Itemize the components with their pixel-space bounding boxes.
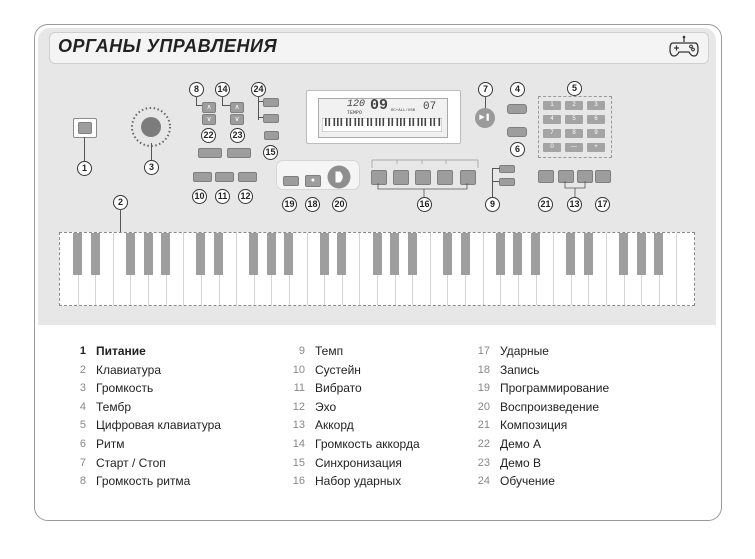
page-title: ОРГАНЫ УПРАВЛЕНИЯ <box>58 36 278 56</box>
numpad-key[interactable]: 2 <box>565 101 583 110</box>
composition-button[interactable] <box>538 170 554 183</box>
sync-button[interactable] <box>264 131 279 140</box>
numpad-key[interactable]: 4 <box>543 115 561 124</box>
legend-number: 3 <box>79 382 86 395</box>
tempo-up-button[interactable] <box>499 165 515 173</box>
callout-22: 22 <box>201 128 216 143</box>
black-key[interactable] <box>126 233 135 275</box>
black-key[interactable] <box>91 233 100 275</box>
lcd-tempo-label: TEMPO <box>347 110 363 116</box>
callout-15: 15 <box>263 145 278 160</box>
callout-23: 23 <box>230 128 245 143</box>
legend-label: Демо A <box>500 436 542 451</box>
chord-volume-up-button[interactable]: ∧ <box>230 102 244 113</box>
black-key[interactable] <box>619 233 628 275</box>
legend-item <box>66 418 286 437</box>
callout-19: 19 <box>282 197 297 212</box>
legend-number: 23 <box>477 456 490 469</box>
chord-callout-lines <box>558 181 592 198</box>
demo-a-button[interactable] <box>198 148 222 158</box>
legend-column-1 <box>66 344 286 493</box>
legend-item <box>66 474 286 493</box>
callout-4: 4 <box>510 82 525 97</box>
numpad-key[interactable]: 9 <box>587 129 605 138</box>
vibrato-button[interactable] <box>215 172 234 182</box>
white-key[interactable] <box>113 233 114 305</box>
black-key[interactable] <box>267 233 276 275</box>
lcd-small-value: 07 <box>423 101 437 113</box>
black-key[interactable] <box>443 233 452 275</box>
lcd-mode-label: RC+ALL/USB <box>391 109 416 113</box>
legend-item <box>470 418 690 437</box>
callout-21: 21 <box>538 197 553 212</box>
black-key[interactable] <box>214 233 223 275</box>
chord-volume-down-button[interactable]: ∨ <box>230 114 244 125</box>
legend-item <box>66 344 286 363</box>
lcd-tempo-value: 120 <box>347 99 366 110</box>
legend-item <box>470 400 690 419</box>
black-key[interactable] <box>320 233 329 275</box>
black-key[interactable] <box>373 233 382 275</box>
legend-label: Композиция <box>500 418 568 433</box>
legend-label: Сустейн <box>315 362 361 377</box>
numpad-key[interactable]: 1 <box>543 101 561 110</box>
black-key[interactable] <box>531 233 540 275</box>
callout-5: 5 <box>567 81 582 96</box>
black-key[interactable] <box>408 233 417 275</box>
callout-24: 24 <box>251 82 266 97</box>
black-key[interactable] <box>461 233 470 275</box>
callout-8: 8 <box>189 82 204 97</box>
legend-label: Эхо <box>315 399 337 414</box>
legend-number: 13 <box>292 419 305 432</box>
legend-label: Громкость <box>96 381 154 396</box>
echo-button[interactable] <box>238 172 257 182</box>
legend-number: 19 <box>477 382 490 395</box>
legend-label: Тембр <box>96 399 131 414</box>
callout-14: 14 <box>215 82 230 97</box>
legend-item <box>66 437 286 456</box>
legend-item <box>470 437 690 456</box>
legend-column-3 <box>470 344 690 493</box>
legend-label: Демо B <box>500 455 542 470</box>
callout-11: 11 <box>215 189 230 204</box>
legend-label: Синхронизация <box>315 455 402 470</box>
black-key[interactable] <box>654 233 663 275</box>
lcd-big-value: 09 <box>370 97 389 114</box>
legend-number: 22 <box>477 437 490 450</box>
white-key[interactable] <box>430 233 431 305</box>
black-key[interactable] <box>637 233 646 275</box>
percussion-button[interactable] <box>595 170 611 183</box>
black-key[interactable] <box>284 233 293 275</box>
legend-item <box>66 363 286 382</box>
callout-17: 17 <box>595 197 610 212</box>
black-key[interactable] <box>249 233 258 275</box>
legend-label: Вибрато <box>315 381 362 396</box>
legend-label: Набор ударных <box>315 474 402 489</box>
callout-9: 9 <box>485 197 500 212</box>
legend-number: 7 <box>79 456 86 469</box>
numpad-key[interactable]: 7 <box>543 129 561 138</box>
lcd-keyboard-graphic <box>322 118 442 132</box>
numpad-key[interactable]: 8 <box>565 129 583 138</box>
white-key[interactable] <box>606 233 607 305</box>
black-key[interactable] <box>196 233 205 275</box>
legend-item <box>66 456 286 475</box>
legend-item <box>66 381 286 400</box>
legend-number: 8 <box>79 475 86 488</box>
legend-number: 4 <box>79 400 86 413</box>
record-button[interactable]: ● <box>305 175 321 187</box>
legend-label: Громкость аккорда <box>315 436 420 451</box>
tempo-down-button[interactable] <box>499 178 515 186</box>
legend-number: 15 <box>292 456 305 469</box>
callout-3: 3 <box>144 160 159 175</box>
drum-kit-bracket <box>370 157 480 169</box>
legend-label: Громкость ритма <box>96 474 191 489</box>
legend-label: Старт / Стоп <box>96 455 166 470</box>
legend-number: 18 <box>477 363 490 376</box>
teach-button-2[interactable] <box>263 114 279 123</box>
white-key[interactable] <box>676 233 677 305</box>
drum-kit-callout-lines <box>370 183 480 198</box>
legend-label: Темп <box>315 344 344 358</box>
piano-keyboard[interactable] <box>59 232 695 306</box>
rhythm-volume-up-button[interactable]: ∧ <box>202 102 216 113</box>
legend-number: 11 <box>293 382 305 395</box>
white-key[interactable] <box>483 233 484 305</box>
white-key[interactable] <box>307 233 308 305</box>
legend-item <box>470 456 690 475</box>
legend-number: 20 <box>477 400 490 413</box>
legend-number: 17 <box>477 345 490 357</box>
legend-number: 6 <box>79 437 86 450</box>
legend-number: 14 <box>292 437 305 450</box>
callout-2: 2 <box>113 195 128 210</box>
legend-number: 5 <box>79 419 86 432</box>
numpad-key[interactable]: 0 <box>543 143 561 152</box>
legend-label: Воспроизведение <box>500 399 600 414</box>
black-key[interactable] <box>73 233 82 275</box>
legend-item <box>470 381 690 400</box>
rhythm-button[interactable] <box>507 127 527 137</box>
gamepad-icon <box>668 35 700 59</box>
numpad-key[interactable]: + <box>587 143 605 152</box>
legend-number: 12 <box>292 400 305 413</box>
legend-number: 9 <box>298 345 305 357</box>
black-key[interactable] <box>161 233 170 275</box>
sustain-button[interactable] <box>193 172 212 182</box>
black-key[interactable] <box>513 233 522 275</box>
white-key[interactable] <box>359 233 360 305</box>
numpad-key[interactable]: 3 <box>587 101 605 110</box>
black-key[interactable] <box>144 233 153 275</box>
legend-item <box>470 344 690 363</box>
legend-label: Ударные <box>500 344 549 358</box>
legend-label: Питание <box>96 344 146 358</box>
legend-item <box>470 474 690 493</box>
white-key[interactable] <box>236 233 237 305</box>
rhythm-volume-down-button[interactable]: ∨ <box>202 114 216 125</box>
legend-label: Клавиатура <box>96 362 161 377</box>
callout-10: 10 <box>192 189 207 204</box>
callout-16: 16 <box>417 197 432 212</box>
start-stop-button[interactable]: ▶❚ <box>475 108 495 128</box>
legend-number: 10 <box>292 363 305 376</box>
play-button[interactable] <box>327 165 351 189</box>
numpad-key[interactable]: 6 <box>587 115 605 124</box>
numpad-key[interactable]: 5 <box>565 115 583 124</box>
black-key[interactable] <box>337 233 346 275</box>
legend-label: Обучение <box>500 474 555 489</box>
program-button[interactable] <box>283 176 299 186</box>
callout-13: 13 <box>567 197 582 212</box>
legend-label: Цифровая клавиатура <box>96 418 221 433</box>
callout-20: 20 <box>332 197 347 212</box>
legend-label: Аккорд <box>315 418 354 433</box>
white-key[interactable] <box>553 233 554 305</box>
legend-item <box>66 400 286 419</box>
white-key[interactable] <box>183 233 184 305</box>
callout-12: 12 <box>238 189 253 204</box>
callout-18: 18 <box>305 197 320 212</box>
demo-b-button[interactable] <box>227 148 251 158</box>
black-key[interactable] <box>566 233 575 275</box>
black-key[interactable] <box>584 233 593 275</box>
black-key[interactable] <box>496 233 505 275</box>
legend-number: 16 <box>292 475 305 488</box>
legend-label: Запись <box>500 362 540 377</box>
callout-7: 7 <box>478 82 493 97</box>
legend-number: 21 <box>477 419 490 432</box>
legend-item <box>470 363 690 382</box>
callout-6: 6 <box>510 142 525 157</box>
legend-label: Ритм <box>96 436 125 451</box>
callout-1: 1 <box>77 161 92 176</box>
legend-number: 1 <box>79 345 86 357</box>
tone-button[interactable] <box>507 104 527 114</box>
teach-button-1[interactable] <box>263 98 279 107</box>
power-button-face <box>78 122 92 134</box>
black-key[interactable] <box>390 233 399 275</box>
legend-number: 2 <box>79 363 86 376</box>
legend-label: Программирование <box>500 381 610 396</box>
numpad-key[interactable]: — <box>565 143 583 152</box>
legend-number: 24 <box>477 475 490 488</box>
